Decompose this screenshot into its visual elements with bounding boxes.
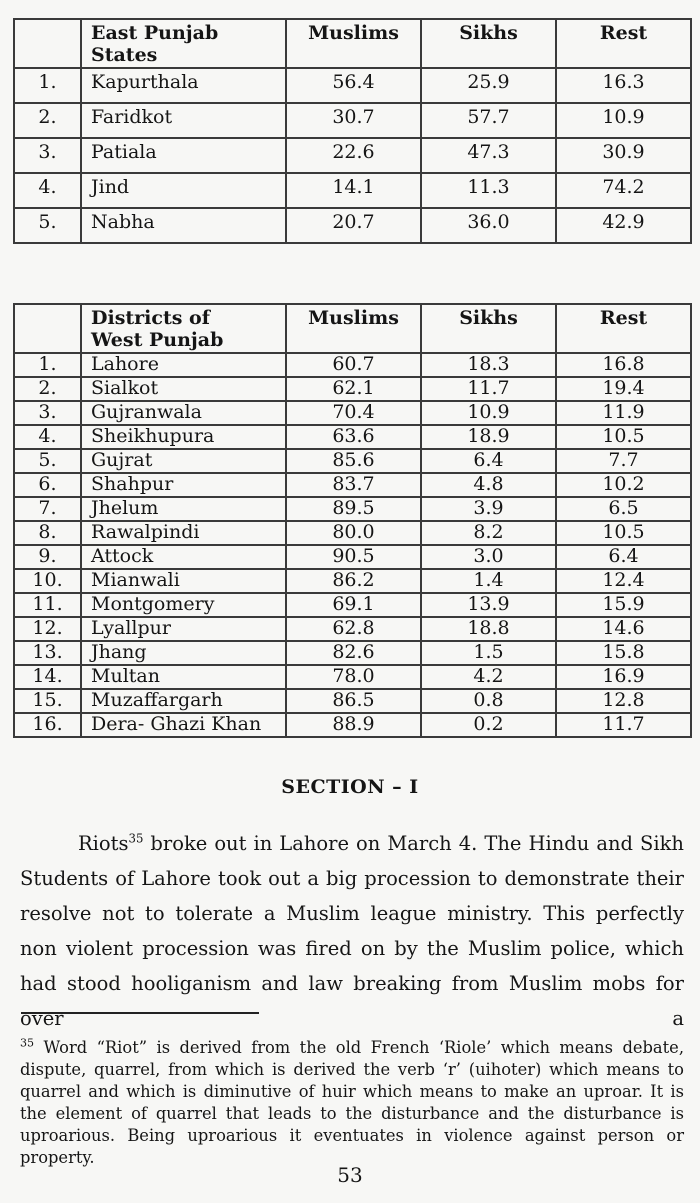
sikhs-value-cell: 13.9 <box>421 593 556 617</box>
row-number-cell: 11. <box>14 593 81 617</box>
row-number-cell: 7. <box>14 497 81 521</box>
row-number-cell: 13. <box>14 641 81 665</box>
muslims-value-cell: 22.6 <box>286 138 421 173</box>
table-row <box>14 208 691 243</box>
row-label-cell: Kapurthala <box>81 68 286 103</box>
west-punjab-districts-table-body <box>14 353 691 737</box>
table-row <box>14 521 691 545</box>
muslims-value-cell: 62.8 <box>286 617 421 641</box>
row-label-cell: Shahpur <box>81 473 286 497</box>
table-row <box>14 353 691 377</box>
table-header-cell-title: East Punjab States <box>81 19 286 68</box>
table-row <box>14 401 691 425</box>
rest-value-cell: 74.2 <box>556 173 691 208</box>
east-punjab-states-table <box>13 18 692 244</box>
rest-value-cell: 11.9 <box>556 401 691 425</box>
sikhs-value-cell: 0.2 <box>421 713 556 737</box>
row-label-cell: Jhelum <box>81 497 286 521</box>
sikhs-value-cell: 47.3 <box>421 138 556 173</box>
rest-value-cell: 6.4 <box>556 545 691 569</box>
row-label-cell: Rawalpindi <box>81 521 286 545</box>
west-punjab-districts-table <box>13 303 692 738</box>
sikhs-value-cell: 0.8 <box>421 689 556 713</box>
rest-value-cell: 16.3 <box>556 68 691 103</box>
row-label-cell: Faridkot <box>81 103 286 138</box>
body-paragraph <box>20 826 684 1036</box>
muslims-value-cell: 86.2 <box>286 569 421 593</box>
table-header-cell-sikhs: Sikhs <box>421 304 556 353</box>
rest-value-cell: 12.8 <box>556 689 691 713</box>
rest-value-cell: 12.4 <box>556 569 691 593</box>
table-row <box>14 713 691 737</box>
section-heading: SECTION – I <box>281 776 419 798</box>
row-number-cell: 2. <box>14 377 81 401</box>
row-label-cell: Attock <box>81 545 286 569</box>
row-label-cell: Jind <box>81 173 286 208</box>
row-label-cell: Multan <box>81 665 286 689</box>
row-label-cell: Sialkot <box>81 377 286 401</box>
table-header-cell-rest: Rest <box>556 304 691 353</box>
paragraph-text: broke out in Lahore on March 4. The Hindu and Sikh Students of Lahore took out a big procession to demonstrate their resolve not to tolerate a Muslim league ministry. This perfectly non violent procession was fired on by the Muslim police, which had stood hooliganism and law breaking from Muslim mobs for over a <box>20 831 684 1030</box>
row-number-cell: 1. <box>14 353 81 377</box>
table-row <box>14 545 691 569</box>
sikhs-value-cell: 4.2 <box>421 665 556 689</box>
row-number-cell: 16. <box>14 713 81 737</box>
muslims-value-cell: 63.6 <box>286 425 421 449</box>
paragraph-lead: Riots <box>78 831 129 855</box>
table-header-cell-muslims: Muslims <box>286 304 421 353</box>
rest-value-cell: 11.7 <box>556 713 691 737</box>
rest-value-cell: 7.7 <box>556 449 691 473</box>
muslims-value-cell: 85.6 <box>286 449 421 473</box>
row-label-cell: Lyallpur <box>81 617 286 641</box>
rest-value-cell: 10.9 <box>556 103 691 138</box>
rest-value-cell: 30.9 <box>556 138 691 173</box>
row-label-cell: Muzaffargarh <box>81 689 286 713</box>
table-header-cell-rest: Rest <box>556 19 691 68</box>
row-number-cell: 4. <box>14 425 81 449</box>
row-number-cell: 8. <box>14 521 81 545</box>
muslims-value-cell: 78.0 <box>286 665 421 689</box>
muslims-value-cell: 30.7 <box>286 103 421 138</box>
east-punjab-states-table-body <box>14 68 691 243</box>
rest-value-cell: 16.9 <box>556 665 691 689</box>
sikhs-value-cell: 1.4 <box>421 569 556 593</box>
table-row <box>14 449 691 473</box>
row-label-cell: Dera- Ghazi Khan <box>81 713 286 737</box>
rest-value-cell: 10.2 <box>556 473 691 497</box>
muslims-value-cell: 70.4 <box>286 401 421 425</box>
sikhs-value-cell: 57.7 <box>421 103 556 138</box>
row-label-cell: Gujrat <box>81 449 286 473</box>
sikhs-value-cell: 18.3 <box>421 353 556 377</box>
sikhs-value-cell: 1.5 <box>421 641 556 665</box>
table-row <box>14 173 691 208</box>
rest-value-cell: 42.9 <box>556 208 691 243</box>
footnote-marker: 35 <box>20 1036 35 1050</box>
footnote-text <box>20 1037 684 1169</box>
muslims-value-cell: 60.7 <box>286 353 421 377</box>
sikhs-value-cell: 8.2 <box>421 521 556 545</box>
table-row <box>14 425 691 449</box>
sikhs-value-cell: 11.3 <box>421 173 556 208</box>
muslims-value-cell: 69.1 <box>286 593 421 617</box>
muslims-value-cell: 56.4 <box>286 68 421 103</box>
table-row <box>14 377 691 401</box>
table-header-row <box>14 19 691 68</box>
row-label-cell: Lahore <box>81 353 286 377</box>
table-header-cell-blank <box>14 19 81 68</box>
row-number-cell: 15. <box>14 689 81 713</box>
sikhs-value-cell: 10.9 <box>421 401 556 425</box>
table-header-cell-title: Districts of West Punjab <box>81 304 286 353</box>
sikhs-value-cell: 11.7 <box>421 377 556 401</box>
table-header-row <box>14 304 691 353</box>
muslims-value-cell: 88.9 <box>286 713 421 737</box>
row-number-cell: 5. <box>14 208 81 243</box>
row-label-cell: Montgomery <box>81 593 286 617</box>
row-label-cell: Sheikhupura <box>81 425 286 449</box>
table-header-cell-blank <box>14 304 81 353</box>
sikhs-value-cell: 18.9 <box>421 425 556 449</box>
muslims-value-cell: 89.5 <box>286 497 421 521</box>
row-number-cell: 3. <box>14 138 81 173</box>
row-number-cell: 1. <box>14 68 81 103</box>
sikhs-value-cell: 36.0 <box>421 208 556 243</box>
sikhs-value-cell: 3.9 <box>421 497 556 521</box>
table-row <box>14 103 691 138</box>
muslims-value-cell: 90.5 <box>286 545 421 569</box>
footnote-reference: 35 <box>128 831 144 845</box>
table-row <box>14 138 691 173</box>
rest-value-cell: 14.6 <box>556 617 691 641</box>
footnote-body: Word “Riot” is derived from the old French ‘Riole’ which means debate, dispute, quarrel, from which is derived the verb ‘r’ (uihoter) which means to quarrel and which is diminutive of huir which means to make an uproar. It is the element of quarrel that leads to the disturbance and the disturbance is uproarious. Being uproarious it eventuates in violence against person or property. <box>20 1038 684 1168</box>
row-number-cell: 10. <box>14 569 81 593</box>
table-row <box>14 689 691 713</box>
rest-value-cell: 15.9 <box>556 593 691 617</box>
row-number-cell: 9. <box>14 545 81 569</box>
row-label-cell: Patiala <box>81 138 286 173</box>
muslims-value-cell: 14.1 <box>286 173 421 208</box>
rest-value-cell: 15.8 <box>556 641 691 665</box>
table-row <box>14 473 691 497</box>
sikhs-value-cell: 4.8 <box>421 473 556 497</box>
sikhs-value-cell: 3.0 <box>421 545 556 569</box>
muslims-value-cell: 20.7 <box>286 208 421 243</box>
row-number-cell: 2. <box>14 103 81 138</box>
table-row <box>14 68 691 103</box>
row-number-cell: 12. <box>14 617 81 641</box>
row-label-cell: Gujranwala <box>81 401 286 425</box>
muslims-value-cell: 83.7 <box>286 473 421 497</box>
row-label-cell: Nabha <box>81 208 286 243</box>
row-number-cell: 6. <box>14 473 81 497</box>
rest-value-cell: 19.4 <box>556 377 691 401</box>
table-row <box>14 617 691 641</box>
rest-value-cell: 6.5 <box>556 497 691 521</box>
row-number-cell: 14. <box>14 665 81 689</box>
table-header-cell-sikhs: Sikhs <box>421 19 556 68</box>
sikhs-value-cell: 25.9 <box>421 68 556 103</box>
table-header-cell-muslims: Muslims <box>286 19 421 68</box>
row-label-cell: Mianwali <box>81 569 286 593</box>
muslims-value-cell: 62.1 <box>286 377 421 401</box>
footnote-separator <box>21 1012 259 1014</box>
table-row <box>14 641 691 665</box>
rest-value-cell: 10.5 <box>556 521 691 545</box>
rest-value-cell: 10.5 <box>556 425 691 449</box>
table-row <box>14 569 691 593</box>
row-number-cell: 5. <box>14 449 81 473</box>
page-number: 53 <box>337 1163 363 1187</box>
muslims-value-cell: 80.0 <box>286 521 421 545</box>
row-number-cell: 4. <box>14 173 81 208</box>
sikhs-value-cell: 18.8 <box>421 617 556 641</box>
muslims-value-cell: 86.5 <box>286 689 421 713</box>
rest-value-cell: 16.8 <box>556 353 691 377</box>
row-number-cell: 3. <box>14 401 81 425</box>
table-row <box>14 497 691 521</box>
table-row <box>14 593 691 617</box>
muslims-value-cell: 82.6 <box>286 641 421 665</box>
sikhs-value-cell: 6.4 <box>421 449 556 473</box>
table-row <box>14 665 691 689</box>
row-label-cell: Jhang <box>81 641 286 665</box>
